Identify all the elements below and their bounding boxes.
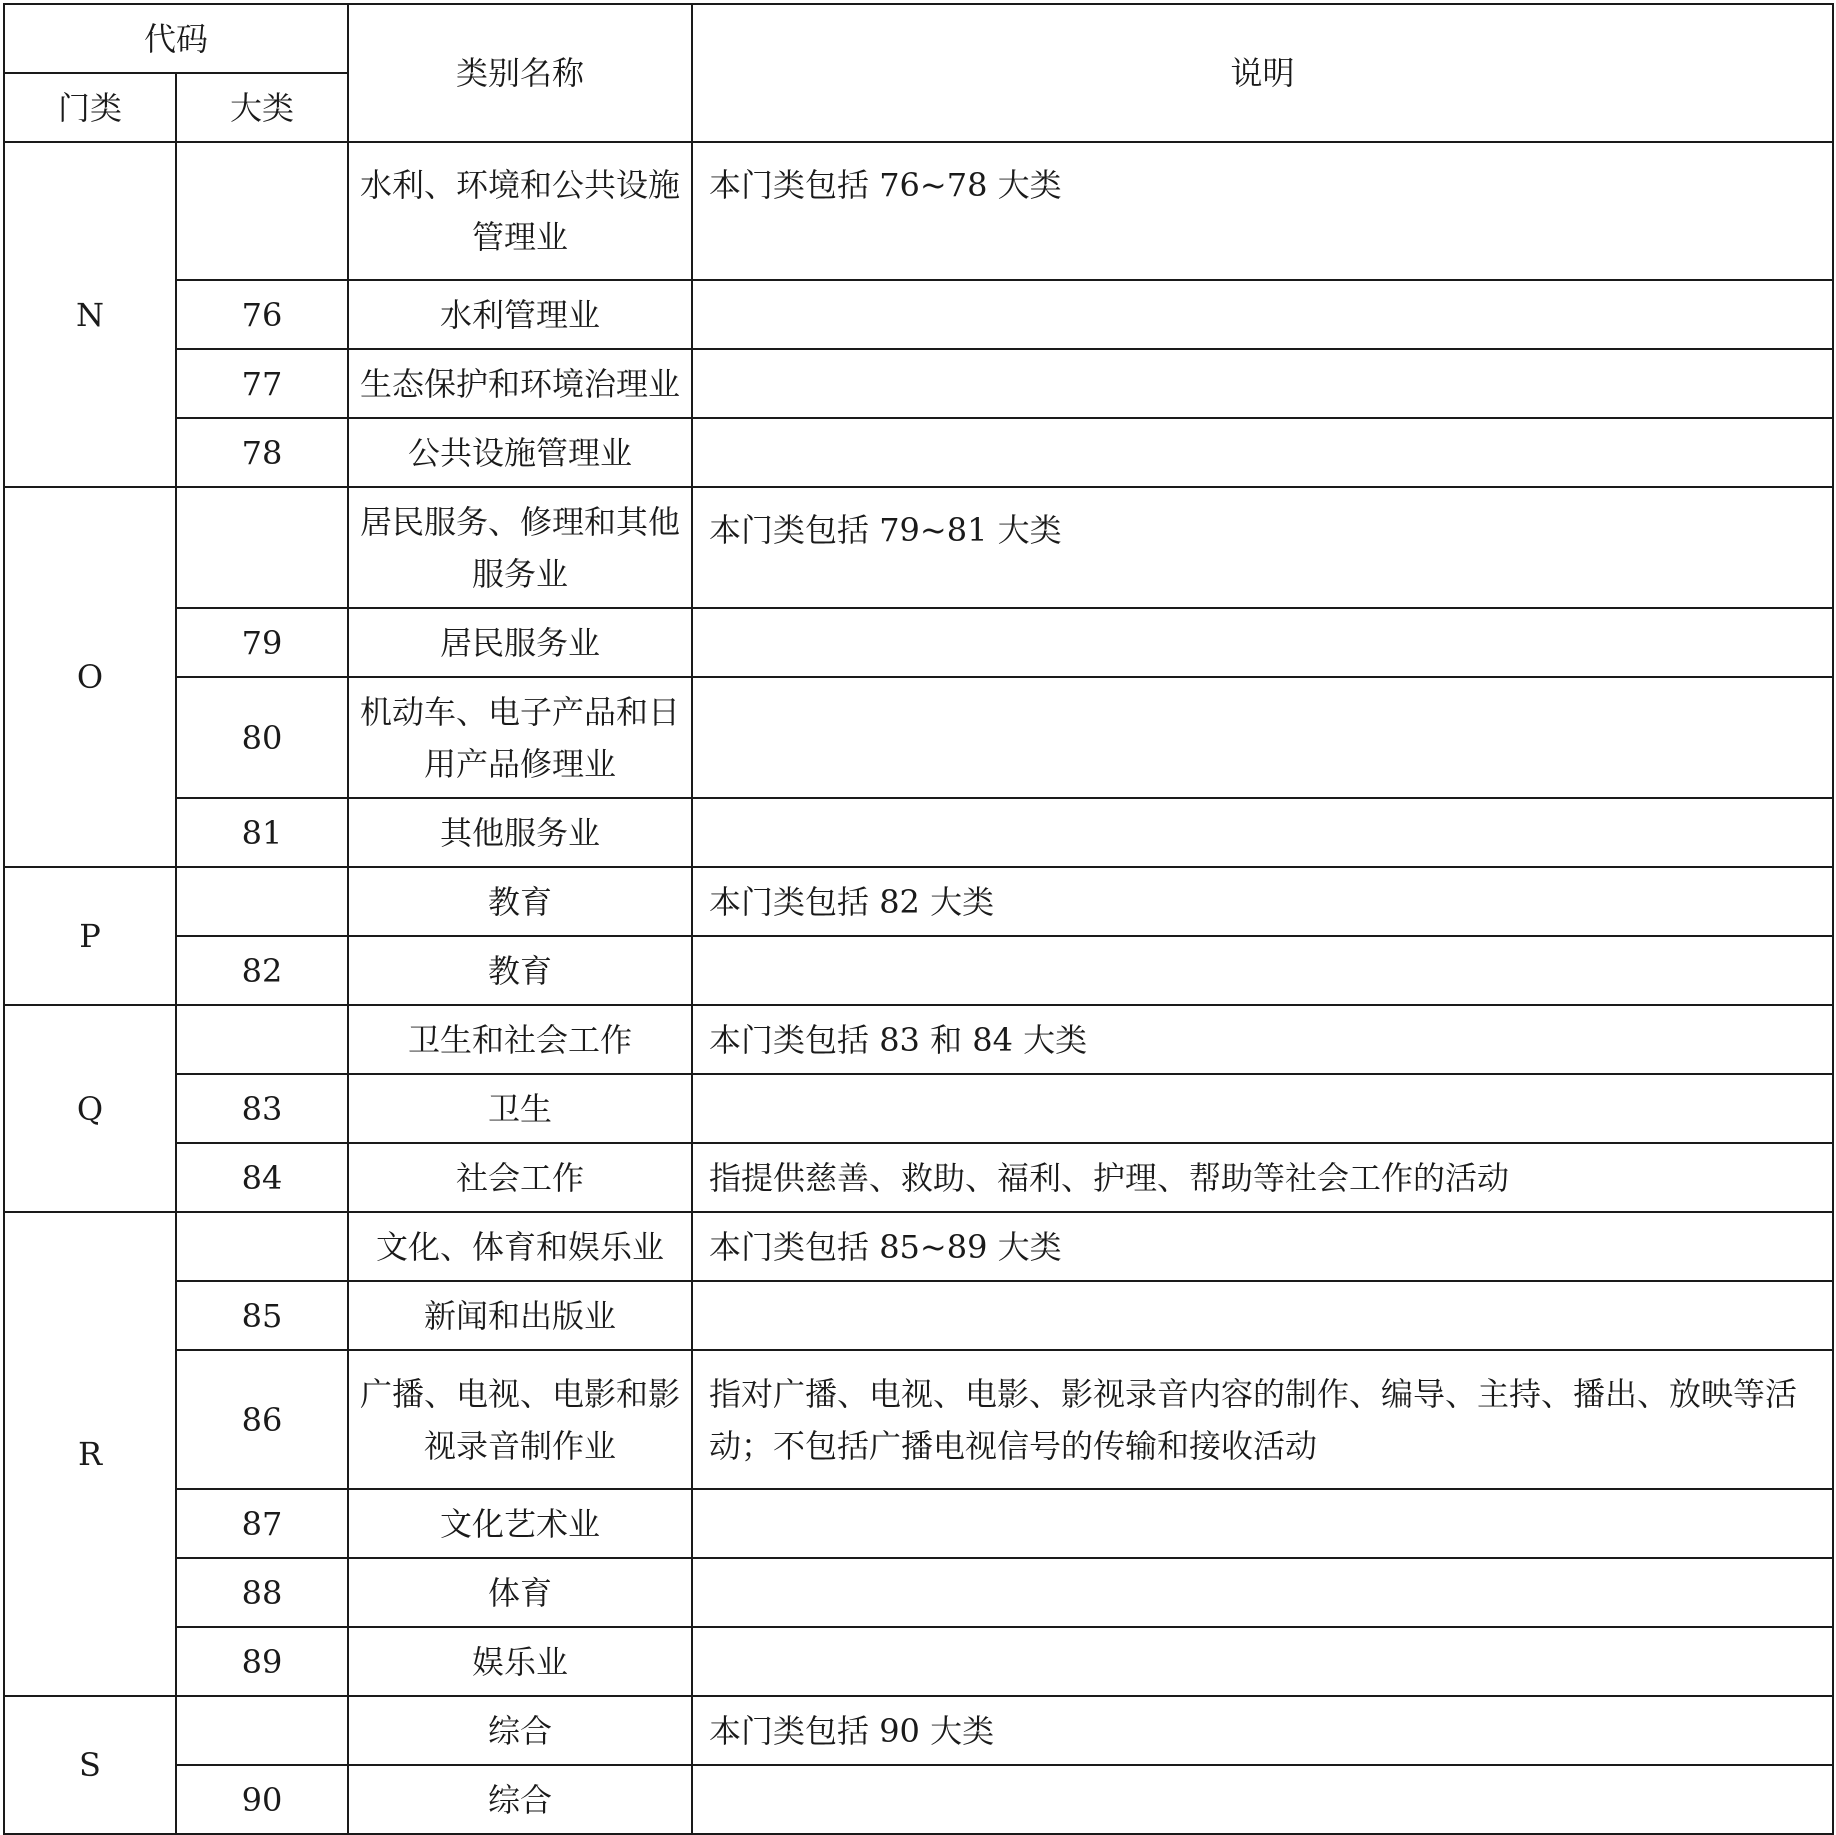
table-row — [4, 1350, 1833, 1489]
description-cell — [692, 1074, 1833, 1143]
table-row — [4, 798, 1833, 867]
menlei-cell: O — [4, 487, 176, 867]
dalei-cell — [176, 1005, 348, 1074]
category-name-cell: 社会工作 — [348, 1143, 692, 1212]
category-name-cell: 综合 — [348, 1765, 692, 1834]
category-name-cell: 教育 — [348, 867, 692, 936]
dalei-cell: 81 — [176, 798, 348, 867]
category-name-cell: 水利、环境和公共设施管理业 — [348, 142, 692, 280]
menlei-cell: N — [4, 142, 176, 487]
category-name-cell: 机动车、电子产品和日用产品修理业 — [348, 677, 692, 798]
header-code: 代码 — [4, 4, 348, 73]
dalei-cell: 82 — [176, 936, 348, 1005]
description-cell — [692, 349, 1833, 418]
dalei-cell: 88 — [176, 1558, 348, 1627]
dalei-cell — [176, 487, 348, 608]
description-cell — [692, 936, 1833, 1005]
table-header — [4, 4, 1833, 142]
table-row — [4, 1143, 1833, 1212]
category-name-cell: 居民服务业 — [348, 608, 692, 677]
table-row — [4, 1212, 1833, 1281]
description-cell: 指提供慈善、救助、福利、护理、帮助等社会工作的活动 — [692, 1143, 1833, 1212]
table-row — [4, 867, 1833, 936]
category-name-cell: 其他服务业 — [348, 798, 692, 867]
table-row — [4, 1627, 1833, 1696]
table-row — [4, 1765, 1833, 1834]
header-menlei: 门类 — [4, 73, 176, 142]
description-cell — [692, 1281, 1833, 1350]
category-name-cell: 新闻和出版业 — [348, 1281, 692, 1350]
table-row — [4, 1696, 1833, 1765]
description-cell — [692, 280, 1833, 349]
description-cell: 本门类包括 76~78 大类 — [692, 142, 1833, 280]
description-cell: 本门类包括 90 大类 — [692, 1696, 1833, 1765]
industry-classification-table — [3, 3, 1834, 1835]
description-cell — [692, 1627, 1833, 1696]
category-name-cell: 广播、电视、电影和影视录音制作业 — [348, 1350, 692, 1489]
description-cell — [692, 1489, 1833, 1558]
table-row — [4, 677, 1833, 798]
dalei-cell: 79 — [176, 608, 348, 677]
description-cell — [692, 1765, 1833, 1834]
menlei-cell: P — [4, 867, 176, 1005]
table-row — [4, 1005, 1833, 1074]
category-name-cell: 体育 — [348, 1558, 692, 1627]
category-name-cell: 生态保护和环境治理业 — [348, 349, 692, 418]
category-name-cell: 文化、体育和娱乐业 — [348, 1212, 692, 1281]
category-name-cell: 公共设施管理业 — [348, 418, 692, 487]
table-row — [4, 487, 1833, 608]
dalei-cell: 83 — [176, 1074, 348, 1143]
description-cell: 本门类包括 82 大类 — [692, 867, 1833, 936]
category-name-cell: 居民服务、修理和其他服务业 — [348, 487, 692, 608]
description-cell — [692, 798, 1833, 867]
category-name-cell: 卫生 — [348, 1074, 692, 1143]
description-cell: 本门类包括 85~89 大类 — [692, 1212, 1833, 1281]
dalei-cell: 90 — [176, 1765, 348, 1834]
category-name-cell: 娱乐业 — [348, 1627, 692, 1696]
dalei-cell: 85 — [176, 1281, 348, 1350]
description-cell: 指对广播、电视、电影、影视录音内容的制作、编导、主持、播出、放映等活动；不包括广播电视信号的传输和接收活动 — [692, 1350, 1833, 1489]
header-dalei: 大类 — [176, 73, 348, 142]
table-row — [4, 1558, 1833, 1627]
menlei-cell: S — [4, 1696, 176, 1834]
menlei-cell: Q — [4, 1005, 176, 1212]
table-row — [4, 936, 1833, 1005]
dalei-cell — [176, 142, 348, 280]
table-row — [4, 608, 1833, 677]
dalei-cell: 84 — [176, 1143, 348, 1212]
header-description: 说明 — [692, 4, 1833, 142]
description-cell — [692, 418, 1833, 487]
table-row — [4, 280, 1833, 349]
table-row — [4, 418, 1833, 487]
dalei-cell: 77 — [176, 349, 348, 418]
description-cell — [692, 1558, 1833, 1627]
dalei-cell — [176, 867, 348, 936]
header-category-name: 类别名称 — [348, 4, 692, 142]
dalei-cell — [176, 1696, 348, 1765]
table-row — [4, 349, 1833, 418]
category-name-cell: 综合 — [348, 1696, 692, 1765]
description-cell: 本门类包括 83 和 84 大类 — [692, 1005, 1833, 1074]
table-row — [4, 1281, 1833, 1350]
category-name-cell: 教育 — [348, 936, 692, 1005]
dalei-cell — [176, 1212, 348, 1281]
dalei-cell: 76 — [176, 280, 348, 349]
dalei-cell: 80 — [176, 677, 348, 798]
description-cell — [692, 677, 1833, 798]
description-cell: 本门类包括 79~81 大类 — [692, 487, 1833, 608]
category-name-cell: 文化艺术业 — [348, 1489, 692, 1558]
table-row — [4, 1489, 1833, 1558]
table-row — [4, 142, 1833, 280]
description-cell — [692, 608, 1833, 677]
category-name-cell: 水利管理业 — [348, 280, 692, 349]
dalei-cell: 89 — [176, 1627, 348, 1696]
dalei-cell: 87 — [176, 1489, 348, 1558]
table-row — [4, 1074, 1833, 1143]
table-body — [4, 142, 1833, 1834]
menlei-cell: R — [4, 1212, 176, 1696]
category-name-cell: 卫生和社会工作 — [348, 1005, 692, 1074]
dalei-cell: 78 — [176, 418, 348, 487]
dalei-cell: 86 — [176, 1350, 348, 1489]
